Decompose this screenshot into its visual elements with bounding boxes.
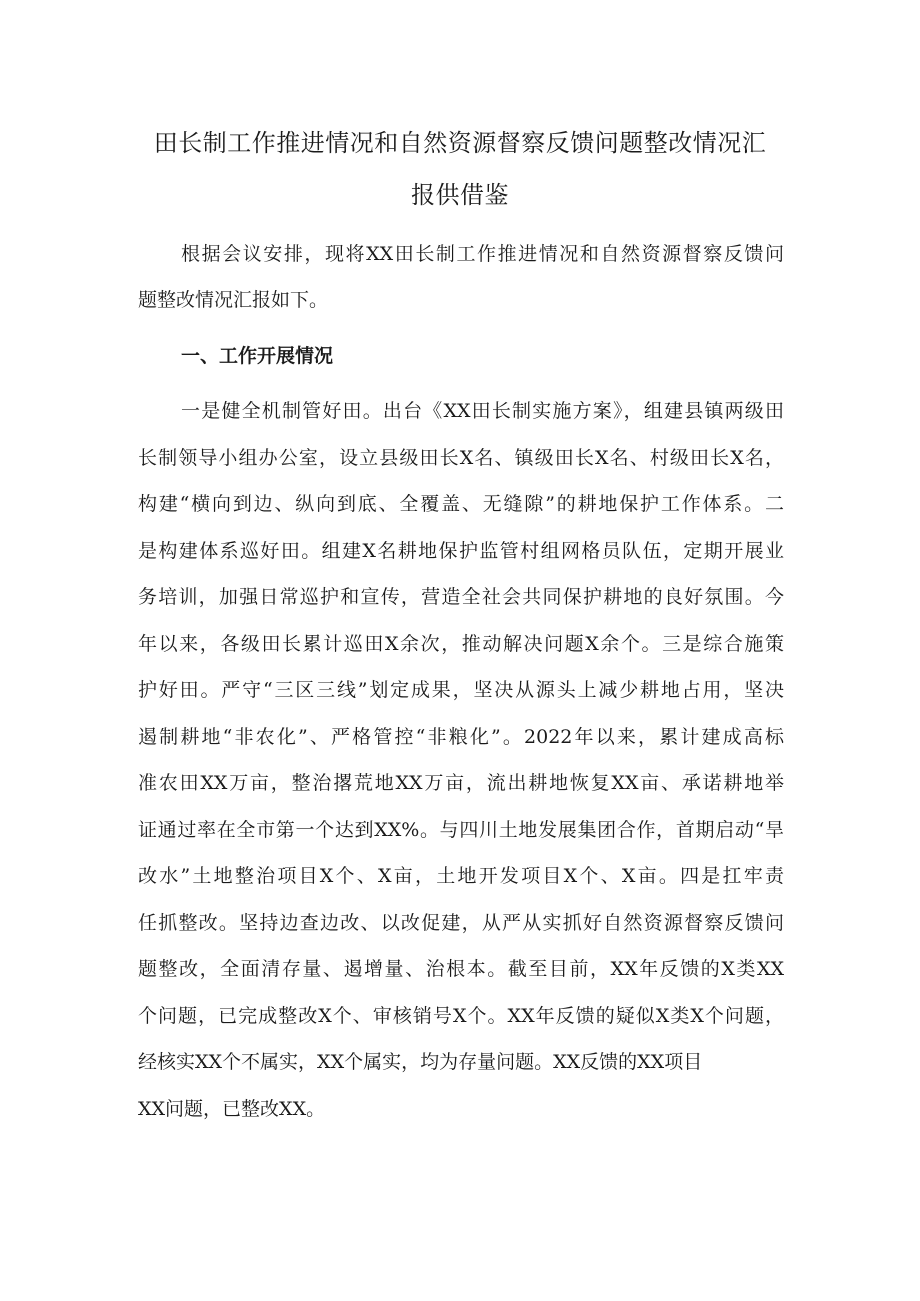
body-line: 是构建体系巡好田。组建X名耕地保护监管村组网格员队伍，定期开展业 <box>138 540 784 562</box>
body-line: 证通过率在全市第一个达到XX%。与四川土地发展集团合作，首期启动“旱 <box>138 819 784 841</box>
intro-line-1: 根据会议安排，现将XX田长制工作推进情况和自然资源督察反馈问 <box>181 243 784 265</box>
section-heading: 一、工作开展情况 <box>181 345 334 367</box>
body-line: 务培训，加强日常巡护和宣传，营造全社会共同保护耕地的良好氛围。今 <box>138 586 784 608</box>
document-title-line-1: 田长制工作推进情况和自然资源督察反馈问题整改情况汇 <box>153 129 767 157</box>
body-line: 构建“横向到边、纵向到底、全覆盖、无缝隙”的耕地保护工作体系。二 <box>138 493 784 515</box>
body-line: 一是健全机制管好田。出台《XX田长制实施方案》，组建县镇两级田 <box>181 400 784 422</box>
body-line: 改水”土地整治项目X个、X亩，土地开发项目X个、X亩。四是扛牢责 <box>138 865 784 887</box>
body-line: 护好田。严守“三区三线”划定成果，坚决从源头上减少耕地占用，坚决 <box>138 679 784 701</box>
body-line: 遏制耕地“非农化”、严格管控“非粮化”。2022年以来，累计建成高标 <box>138 726 784 748</box>
document-title-line-2: 报供借鉴 <box>411 181 509 209</box>
body-line: 个问题，已完成整改X个、审核销号X个。XX年反馈的疑似X类X个问题， <box>138 1005 784 1027</box>
intro-line-2: 题整改情况汇报如下。 <box>138 289 329 311</box>
body-line: 长制领导小组办公室，设立县级田长X名、镇级田长X名、村级田长X名， <box>138 447 784 469</box>
body-line: XX问题，已整改XX。 <box>138 1098 326 1120</box>
body-line: 年以来，各级田长累计巡田X余次，推动解决问题X余个。三是综合施策 <box>138 633 784 655</box>
body-line: 经核实XX个不属实，XX个属实，均为存量问题。XX反馈的XX项目 <box>138 1051 703 1073</box>
body-line: 任抓整改。坚持边查边改、以改促建，从严从实抓好自然资源督察反馈问 <box>138 912 784 934</box>
body-line: 题整改，全面清存量、遏增量、治根本。截至目前，XX年反馈的X类XX <box>138 958 784 980</box>
body-line: 准农田XX万亩，整治撂荒地XX万亩，流出耕地恢复XX亩、承诺耕地举 <box>138 772 784 794</box>
